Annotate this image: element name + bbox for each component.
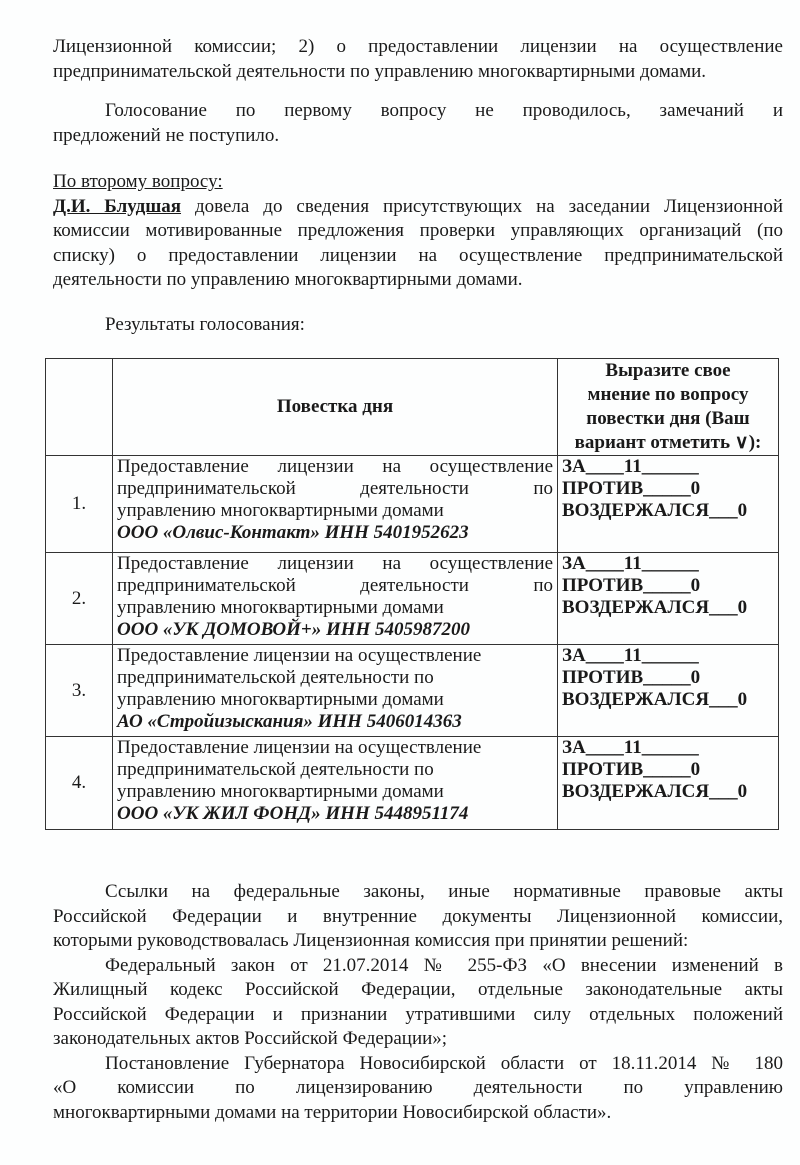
text-line: Постановление Губернатора Новосибирской области от 18.11.2014 № 180 [105, 1052, 783, 1074]
agenda-item [113, 553, 558, 645]
header-opinion-line: мнение по вопросу [587, 384, 749, 405]
vote-for: ЗА____11______ [562, 645, 699, 666]
vote-result [558, 737, 779, 830]
second-question-section [53, 170, 783, 293]
agenda-line: Предоставление лицензии на осуществление [117, 737, 482, 758]
vote-against: ПРОТИВ_____0 [562, 759, 701, 780]
vote-result [558, 553, 779, 645]
text-line: Российской Федерации и признании утратившими силу отдельных положений [53, 1003, 783, 1025]
agenda-line: Предоставление лицензии на осуществление [117, 456, 553, 477]
header-num-cell [46, 359, 113, 456]
vote-for: ЗА____11______ [562, 456, 699, 477]
text-line: Результаты голосования: [105, 314, 305, 335]
text-line: Федеральный закон от 21.07.2014 № 255-ФЗ «О внесении изменений в [105, 954, 783, 976]
table-row [46, 456, 779, 553]
first-question-paragraph [53, 99, 783, 148]
organization-name: ООО «Олвис-Контакт» ИНН 5401952623 [117, 522, 469, 543]
text-line: законодательных актов Российской Федерации»; [53, 1028, 448, 1049]
agenda-line: управлению многоквартирными домами [117, 689, 444, 710]
text-line: «О комиссии по лицензированию деятельности по управлению [53, 1077, 783, 1098]
references-section [53, 880, 783, 1125]
text-line: предпринимательской деятельности по управлению многоквартирными домами. [53, 60, 707, 82]
table-row [46, 645, 779, 737]
text-line: Лицензионной комиссии; 2) о предоставлении лицензии на осуществление [53, 36, 783, 57]
header-opinion [558, 359, 779, 456]
vote-for: ЗА____11______ [562, 553, 699, 574]
header-opinion-line: вариант отметить ∨): [574, 432, 762, 453]
text-span: довела до сведения присутствующих на заседании Лицензионной [181, 195, 783, 217]
vote-against: ПРОТИВ_____0 [562, 478, 701, 499]
header-opinion-line: Выразите свое [605, 360, 731, 381]
organization-name: АО «Стройизыскания» ИНН 5406014363 [117, 711, 462, 732]
vote-result [558, 456, 779, 553]
agenda-item [113, 737, 558, 830]
row-number: 4. [46, 737, 113, 830]
voting-results-table [45, 358, 779, 830]
organization-name: ООО «УК ЖИЛ ФОНД» ИНН 5448951174 [117, 803, 469, 824]
agenda-line: управлению многоквартирными домами [117, 597, 444, 618]
organization-name: ООО «УК ДОМОВОЙ+» ИНН 5405987200 [117, 619, 471, 640]
text-line: Голосование по первому вопросу не проводилось, замечаний и [105, 100, 783, 121]
agenda-line: предпринимательской деятельности по [117, 667, 434, 688]
agenda-line: управлению многоквартирными домами [117, 781, 444, 802]
text-line: Жилищный кодекс Российской Федерации, отдельные законодательные акты [53, 979, 783, 1000]
header-opinion-line: повестки дня (Ваш [586, 408, 750, 429]
text-line: списку) о предоставлении лицензии на осуществление предпринимательской [53, 244, 783, 266]
text-line: Российской Федерации и внутренние документы Лицензионной комиссии, [53, 905, 783, 927]
agenda-item [113, 645, 558, 737]
row-number: 3. [46, 645, 113, 737]
vote-for: ЗА____11______ [562, 737, 699, 758]
row-number: 2. [46, 553, 113, 645]
header-agenda: Повестка дня [113, 359, 558, 456]
text-line: комиссии мотивированные предложения проверки управляющих организаций (по [53, 220, 783, 241]
vote-against: ПРОТИВ_____0 [562, 575, 701, 596]
agenda-line: Предоставление лицензии на осуществление [117, 645, 482, 666]
text-line: деятельности по управлению многоквартирными домами. [53, 269, 523, 290]
agenda-line: предпринимательской деятельности по [117, 575, 553, 596]
table-row [46, 553, 779, 645]
agenda-line: предпринимательской деятельности по [117, 759, 434, 780]
intro-paragraph [53, 35, 783, 84]
section-heading: По второму вопросу: [53, 171, 223, 192]
agenda-item [113, 456, 558, 553]
text-line [53, 195, 783, 220]
row-number: 1. [46, 456, 113, 553]
agenda-line: Предоставление лицензии на осуществление [117, 553, 553, 574]
text-line: Ссылки на федеральные законы, иные нормативные правовые акты [105, 881, 783, 902]
text-line: предложений не поступило. [53, 124, 280, 146]
agenda-line: управлению многоквартирными домами [117, 500, 444, 521]
table-header-row [46, 359, 779, 456]
text-line: которыми руководствовалась Лицензионная комиссия при принятии решений: [53, 930, 689, 951]
vote-abstain: ВОЗДЕРЖАЛСЯ___0 [562, 689, 748, 710]
vote-result [558, 645, 779, 737]
vote-against: ПРОТИВ_____0 [562, 667, 701, 688]
text-line: многоквартирными домами на территории Новосибирской области». [53, 1101, 612, 1123]
speaker-name: Д.И. Блудшая [53, 195, 182, 217]
table-row [46, 737, 779, 830]
results-label [105, 313, 305, 338]
vote-abstain: ВОЗДЕРЖАЛСЯ___0 [562, 597, 748, 618]
vote-abstain: ВОЗДЕРЖАЛСЯ___0 [562, 781, 748, 802]
vote-abstain: ВОЗДЕРЖАЛСЯ___0 [562, 500, 748, 521]
agenda-line: предпринимательской деятельности по [117, 478, 553, 499]
